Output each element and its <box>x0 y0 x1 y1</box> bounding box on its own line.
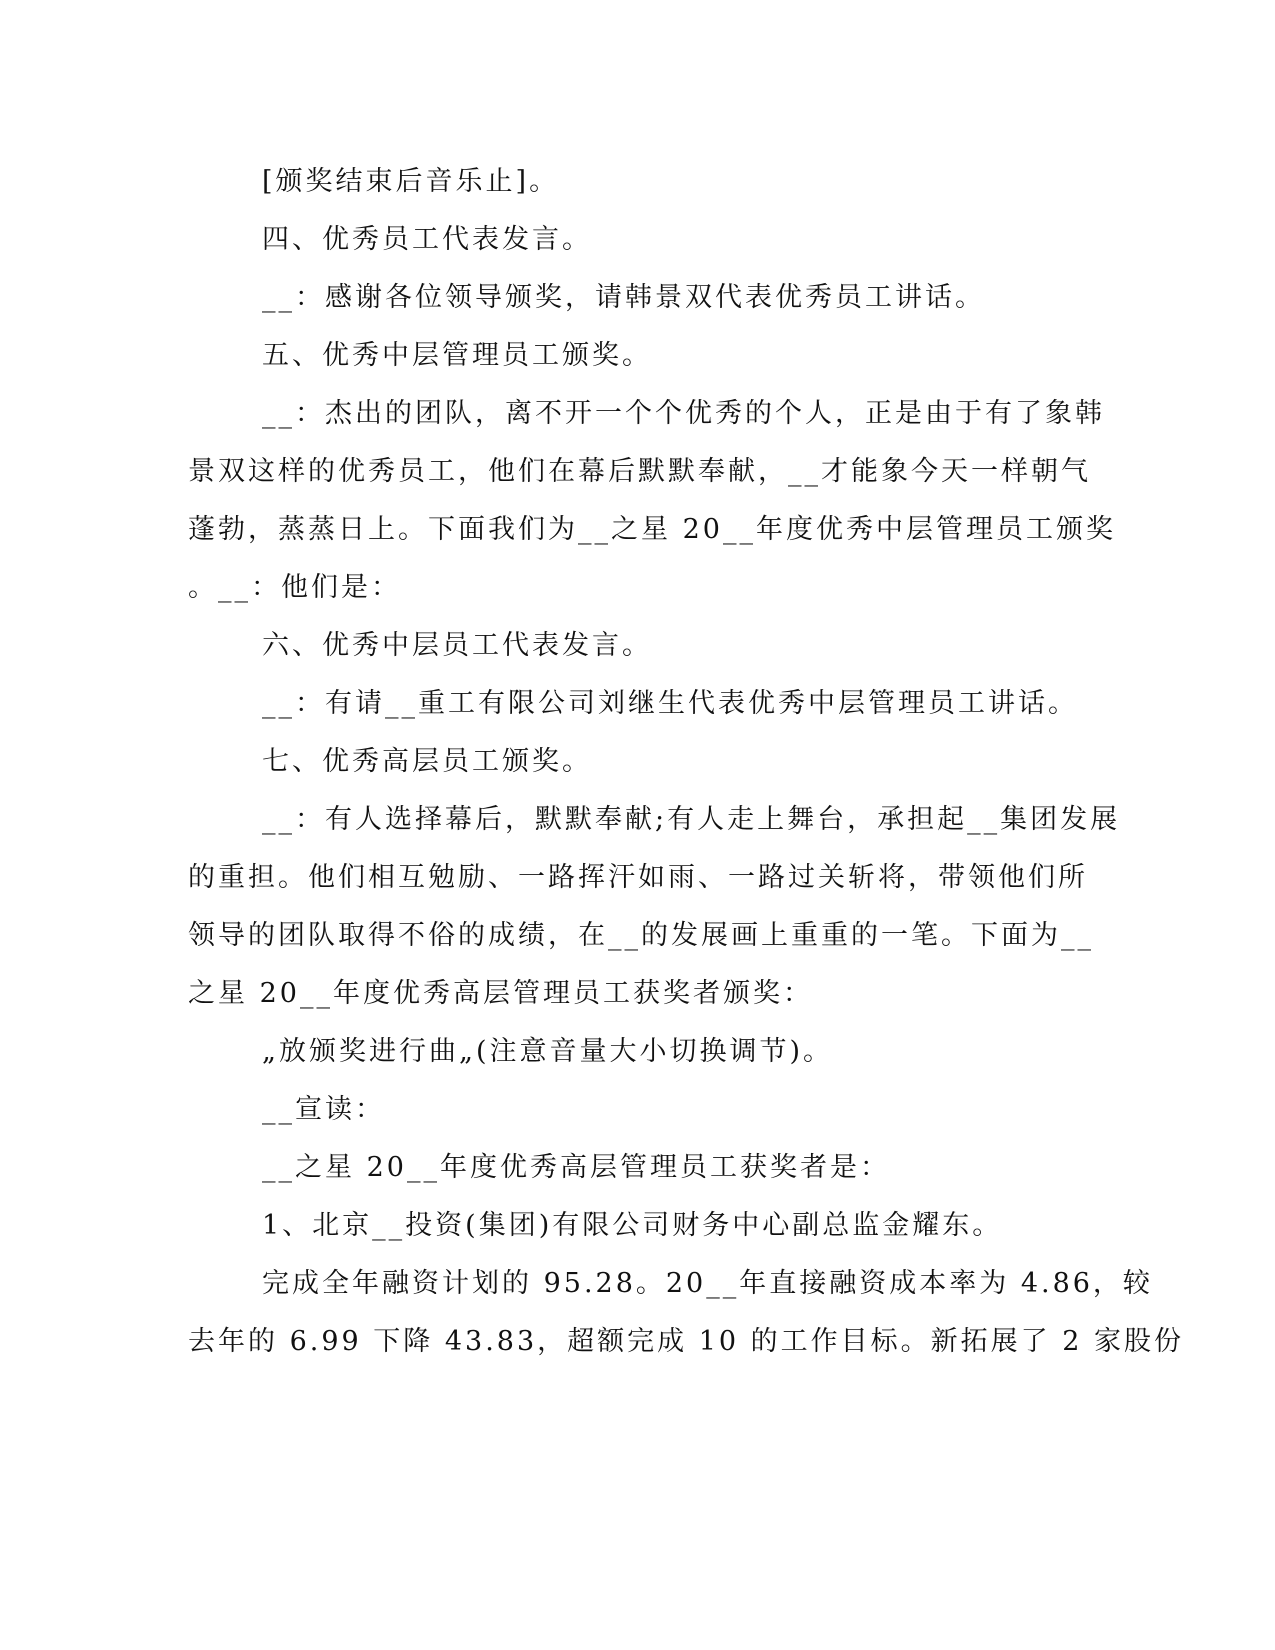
text-line: 之星 20__年度优秀高层管理员工获奖者颁奖： <box>188 978 813 1009</box>
text-line: __宣读： <box>262 1094 385 1125</box>
section-heading: 六、优秀中层员工代表发言。 <box>262 630 652 661</box>
section-heading: 七、优秀高层员工颁奖。 <box>262 746 592 777</box>
text-line: 去年的 6.99 下降 43.83，超额完成 10 的工作目标。新拓展了 2 家股份 <box>188 1326 1185 1357</box>
text-line: 。__：他们是： <box>188 572 401 603</box>
section-heading: 五、优秀中层管理员工颁奖。 <box>262 340 652 371</box>
text-line: [颁奖结束后音乐止]。 <box>262 166 560 197</box>
text-line: 1、北京__投资(集团)有限公司财务中心副总监金耀东。 <box>262 1210 1003 1241</box>
text-line: 蓬勃，蒸蒸日上。下面我们为__之星 20__年度优秀中层管理员工颁奖 <box>188 514 1116 545</box>
text-line: „放颁奖进行曲„(注意音量大小切换调节)。 <box>262 1036 834 1067</box>
text-line: 的重担。他们相互勉励、一路挥汗如雨、一路过关斩将，带领他们所 <box>188 862 1088 893</box>
section-heading: 四、优秀员工代表发言。 <box>262 224 592 255</box>
text-line: __：有请__重工有限公司刘继生代表优秀中层管理员工讲话。 <box>262 688 1078 719</box>
text-line: __之星 20__年度优秀高层管理员工获奖者是： <box>262 1152 890 1183</box>
text-line: 景双这样的优秀员工，他们在幕后默默奉献，__才能象今天一样朝气 <box>188 456 1091 487</box>
text-line: 领导的团队取得不俗的成绩，在__的发展画上重重的一笔。下面为__ <box>188 920 1094 951</box>
text-line: __：有人选择幕后，默默奉献;有人走上舞台，承担起__集团发展 <box>262 804 1121 835</box>
text-line: __：感谢各位领导颁奖，请韩景双代表优秀员工讲话。 <box>262 282 985 313</box>
text-line: 完成全年融资计划的 95.28。20__年直接融资成本率为 4.86，较 <box>262 1268 1153 1299</box>
text-line: __：杰出的团队，离不开一个个优秀的个人，正是由于有了象韩 <box>262 398 1105 429</box>
